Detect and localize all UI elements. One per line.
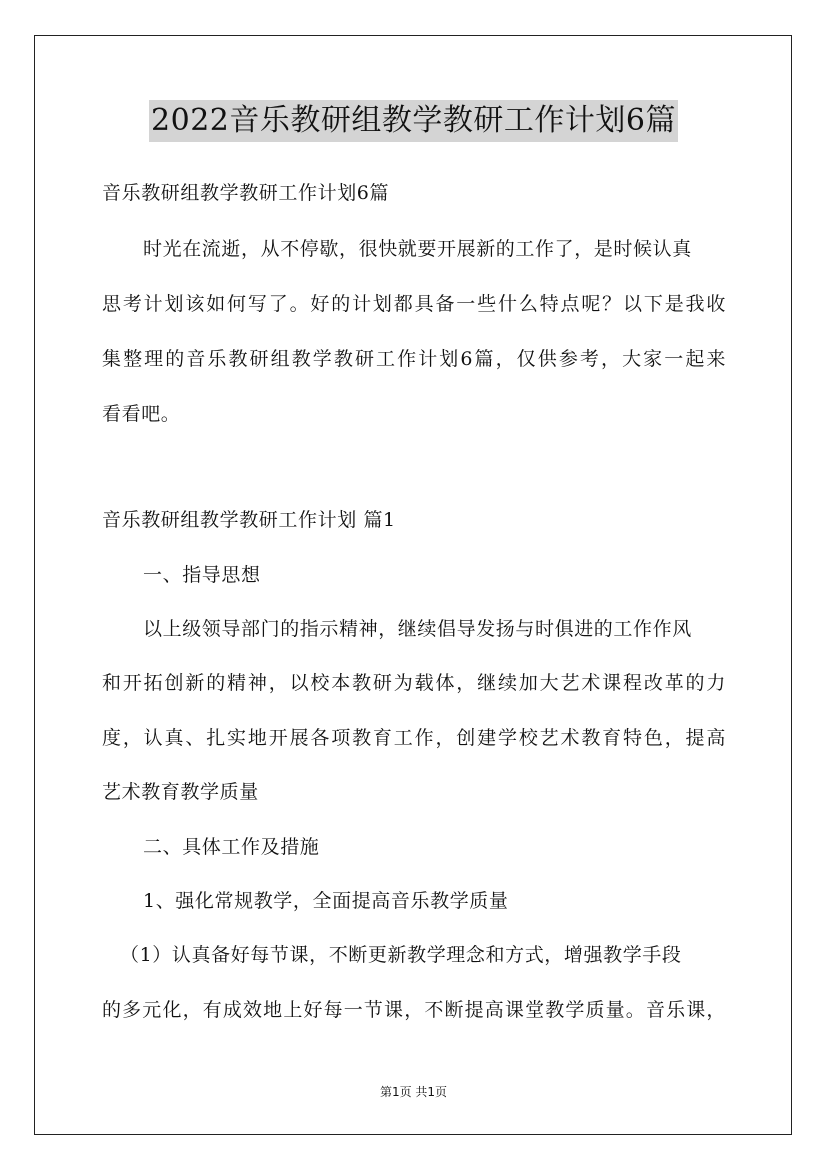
page-footer: 第1页 共1页 [379, 1085, 448, 1099]
part1-line-4: 艺术教育教学质量 [102, 781, 259, 803]
part1-line-3: 度，认真、扎实地开展各项教育工作，创建学校艺术教育特色，提高 [102, 727, 726, 749]
part1-heading: 一、指导思想 [143, 564, 261, 586]
document-title-text: 2022音乐教研组教学教研工作计划6篇 [149, 100, 678, 142]
item1-heading: 1、强化常规教学，全面提高音乐教学质量 [143, 890, 509, 912]
intro-line-3: 集整理的音乐教研组教学教研工作计划6篇，仅供参考，大家一起来 [102, 348, 726, 370]
intro-line-4: 看看吧。 [102, 403, 181, 425]
document-title [0, 100, 827, 142]
section-heading: 音乐教研组教学教研工作计划 篇1 [102, 509, 396, 531]
intro-line-2: 思考计划该如何写了。好的计划都具备一些什么特点呢？以下是我收 [102, 293, 726, 315]
item1-line-1: （1）认真备好每节课，不断更新教学理念和方式，增强教学手段 [120, 944, 682, 966]
part2-heading: 二、具体工作及措施 [143, 836, 320, 858]
part1-line-1: 以上级领导部门的指示精神，继续倡导发扬与时俱进的工作作风 [143, 618, 692, 640]
item1-line-2: 的多元化，有成效地上好每一节课，不断提高课堂教学质量。音乐课， [102, 999, 726, 1021]
document-subtitle: 音乐教研组教学教研工作计划6篇 [102, 182, 390, 204]
part1-line-2: 和开拓创新的精神，以校本教研为载体，继续加大艺术课程改革的力 [102, 672, 726, 694]
intro-line-1: 时光在流逝，从不停歇，很快就要开展新的工作了，是时候认真 [143, 238, 692, 260]
